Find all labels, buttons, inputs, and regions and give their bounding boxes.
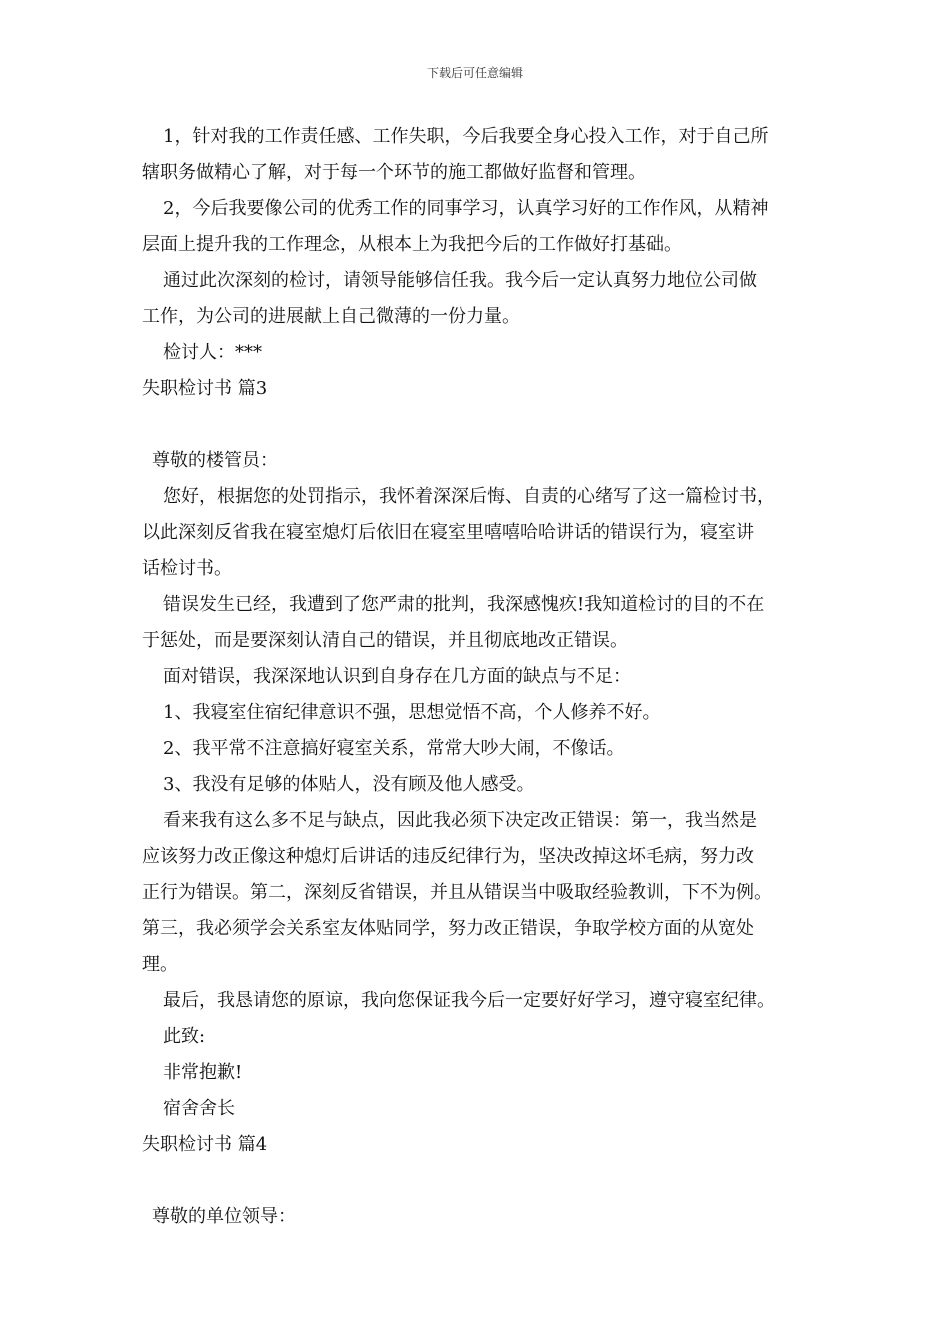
paragraph-line: 正行为错误。第二，深刻反省错误，并且从错误当中吸取经验教训，下不为例。 (142, 882, 772, 903)
paragraph-line: 1，针对我的工作责任感、工作失职，今后我要全身心投入工作，对于自己所 (163, 126, 769, 147)
list-item: 3、我没有足够的体贴人，没有顾及他人感受。 (163, 774, 535, 795)
paragraph-line: 您好，根据您的处罚指示，我怀着深深后悔、自责的心绪写了这一篇检讨书， (163, 486, 775, 507)
paragraph-line: 层面上提升我的工作理念，从根本上为我把今后的工作做好打基础。 (142, 234, 682, 255)
signature-line: 宿舍舍长 (163, 1098, 235, 1119)
paragraph-line: 最后，我恳请您的原谅，我向您保证我今后一定要好好学习，遵守寝室纪律。 (163, 990, 775, 1011)
signature-line: 检讨人：*** (163, 342, 262, 363)
paragraph-line: 于惩处，而是要深刻认清自己的错误，并且彻底地改正错误。 (142, 630, 628, 651)
section-spacer (142, 1163, 822, 1199)
salutation: 尊敬的楼管员： (152, 450, 278, 471)
closing-line: 非常抱歉! (163, 1062, 243, 1083)
paragraph-line: 理。 (142, 954, 178, 975)
section-spacer (142, 407, 822, 443)
paragraph-line: 2，今后我要像公司的优秀工作的同事学习，认真学习好的工作作风，从精神 (163, 198, 769, 219)
section-title: 失职检讨书 篇3 (142, 378, 268, 399)
paragraph-line: 工作，为公司的进展献上自己微薄的一份力量。 (142, 306, 520, 327)
paragraph-line: 以此深刻反省我在寝室熄灯后依旧在寝室里嘻嘻哈哈讲话的错误行为，寝室讲 (142, 522, 754, 543)
document-body (142, 119, 822, 1235)
paragraph-line: 应该努力改正像这种熄灯后讲话的违反纪律行为，坚决改掉这坏毛病，努力改 (142, 846, 754, 867)
closing-line: 此致: (163, 1026, 206, 1047)
paragraph-line: 第三，我必须学会关系室友体贴同学，努力改正错误，争取学校方面的从宽处 (142, 918, 754, 939)
paragraph-line: 通过此次深刻的检讨，请领导能够信任我。我今后一定认真努力地位公司做 (163, 270, 757, 291)
page-header: 下载后可任意编辑 (426, 66, 523, 80)
list-item: 2、我平常不注意搞好寝室关系，常常大吵大闹，不像话。 (163, 738, 625, 759)
list-item: 1、我寝室住宿纪律意识不强，思想觉悟不高，个人修养不好。 (163, 702, 661, 723)
section-title: 失职检讨书 篇4 (142, 1134, 268, 1155)
paragraph-line: 错误发生已经，我遭到了您严肃的批判，我深感愧疚!我知道检讨的目的不在 (163, 594, 765, 615)
paragraph-line: 话检讨书。 (142, 558, 232, 579)
salutation: 尊敬的单位领导： (152, 1206, 296, 1227)
paragraph-line: 面对错误，我深深地认识到自身存在几方面的缺点与不足： (163, 666, 631, 687)
paragraph-line: 辖职务做精心了解，对于每一个环节的施工都做好监督和管理。 (142, 162, 646, 183)
paragraph-line: 看来我有这么多不足与缺点，因此我必须下决定改正错误：第一，我当然是 (163, 810, 757, 831)
